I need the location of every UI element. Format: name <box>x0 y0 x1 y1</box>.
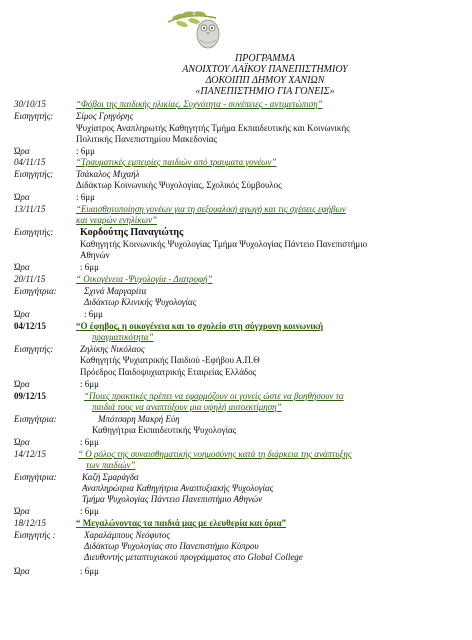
session-7-speaker-label: Εισηγήτρια: <box>14 472 57 482</box>
owl-logo-image <box>160 4 230 50</box>
session-5-date: 04/12/15 <box>14 321 47 331</box>
session-8-time: : 6μμ <box>80 566 99 576</box>
session-6-topic: “Ποιες πρακτικές πρέπει να εφαρμόζουν οι γονείς ώστε να βοηθήσουν τα <box>84 391 344 401</box>
session-3-detail: Αθηνών <box>80 250 110 260</box>
session-2-detail: Διδάκτωρ Κοινωνικής Ψυχολογίας, Σχολικός Σύμβουλος <box>76 180 282 190</box>
session-1-topic: “Φόβοι της παιδικής ηλικίας. Συχνότητα - συνέπειες - αντιμετώπιση” <box>76 99 323 109</box>
session-8-topic: “ Μεγαλώνοντας τα παιδιά μας με ελευθερία και όρια” <box>76 518 286 528</box>
session-7-detail: Τμήμα Ψυχολογίας Πάντειο Πανεπιστήμιο Αθηνών <box>82 494 263 504</box>
session-6-detail: Καθηγήτρια Εκπαιδευτικής Ψυχολογίας <box>92 425 237 435</box>
session-6-date: 09/12/15 <box>14 391 47 401</box>
session-3-time-label: Ώρα <box>14 262 30 272</box>
program-title: ΠΡΟΓΡΑΜΜΑ <box>235 53 295 64</box>
session-8-detail: Διδάκτωρ Ψυχολογίας στο Πανεπιστήμιο Κύπρου <box>84 541 259 551</box>
session-4-time: : 6μμ <box>84 309 103 319</box>
session-1-speaker-label: Εισηγητής: <box>14 111 54 121</box>
session-5-topic: πραγματικότητα” <box>92 332 154 342</box>
session-5-speaker-label: Εισηγητής: <box>14 344 54 354</box>
session-6-topic: παιδιά τους να αναπτύξουν μια υψηλή αυτοεκτίμηση” <box>92 402 282 412</box>
session-7-topic: των παιδιών” <box>86 460 136 470</box>
session-7-time: : 6μμ <box>80 506 99 516</box>
session-3-detail: Καθηγητής Κοινωνικής Ψυχολογίας Τμήμα Ψυχολογίας Πάντειο Πανεπιστήμιο <box>80 239 368 249</box>
session-3-speaker: Κορδούτης Παναγιώτης <box>80 227 184 238</box>
session-3-time: : 6μμ <box>80 262 99 272</box>
session-4-date: 20/11/15 <box>14 274 46 284</box>
session-8-date: 18/12/15 <box>14 518 47 528</box>
program-subtitle-2: ΔΟΚΟΙΠΠ ΔΗΜΟΥ ΧΑΝΙΩΝ <box>205 75 325 86</box>
session-1-time: : 6μμ <box>76 146 95 156</box>
session-7-date: 14/12/15 <box>14 449 47 459</box>
session-6-time-label: Ώρα <box>14 437 30 447</box>
session-7-topic: “ Ο ρόλος της συναισθηματικής νοημοσύνης κατά τη διάρκεια της ανάπτυξης <box>78 449 352 459</box>
session-3-topic: και νεαρών ενηλίκων” <box>76 215 157 225</box>
session-2-topic: “Τραυματικές εμπειρίες παιδιών από τραυματα γονέων” <box>76 157 277 167</box>
session-6-speaker-label: Εισηγήτρια: <box>14 414 57 424</box>
session-1-detail: Πολιτικής Πανεπιστημίου Μακεδονίας <box>76 134 217 144</box>
session-2-speaker-label: Εισηγητής: <box>14 169 54 179</box>
program-subtitle-3: «ΠΑΝΕΠΙΣΤΗΜΙΟ ΓΙΑ ΓΟΝΕΙΣ» <box>195 86 335 97</box>
session-5-topic: “Ο έφηβος, η οικογένεια και το σχολείο στη σύγχρονη κοινωνική <box>76 321 324 331</box>
session-8-detail: Διευθυντής μεταπτυχιακού προγράμματος στο Global College <box>84 552 303 562</box>
session-2-speaker: Τσάκαλος Μιχαήλ <box>76 169 140 179</box>
session-7-time-label: Ώρα <box>14 506 30 516</box>
session-3-date: 13/11/15 <box>14 204 46 214</box>
session-1-speaker: Σίμος Γρηγόρης <box>76 111 134 121</box>
session-5-speaker: Ζηλίκης Νικόλαος <box>80 344 145 354</box>
session-4-topic: “ Οικογένεια -Ψυχολογία - Διατροφή” <box>76 274 213 284</box>
session-5-time: : 6μμ <box>80 379 99 389</box>
session-8-speaker-label: Εισηγητής : <box>14 530 56 540</box>
session-1-time-label: Ώρα <box>14 146 30 156</box>
session-4-detail: Διδάκτωρ Κλινικής Ψυχολογίας <box>84 297 197 307</box>
session-8-time-label: Ώρα <box>14 566 30 576</box>
session-1-detail: Ψυχίατρος Αναπληρωτής Καθηγητής Τμήμα Εκπαιδευτικής και Κοινωνικής <box>76 123 350 133</box>
session-8-speaker: Χαραλάμπους Νεόφυτος <box>84 530 170 540</box>
session-6-time: : 6μμ <box>80 437 99 447</box>
program-subtitle-1: ΑΝΟΙΧΤΟΥ ΛΑΪΚΟΥ ΠΑΝΕΠΙΣΤΗΜΙΟΥ <box>182 64 348 75</box>
session-7-detail: Αναπληρώτρια Καθηγήτρια Αναπτυξιακής Ψυχολογίας <box>82 483 274 493</box>
session-6-speaker: Μπότσαρη Μακρή Εύη <box>98 414 180 424</box>
session-2-time-label: Ώρα <box>14 192 30 202</box>
session-3-speaker-label: Εισηγητής: <box>14 227 54 237</box>
session-4-speaker: Σχινά Μαργαρίτα <box>84 286 147 296</box>
session-5-detail: Πρόεδρος Παιδοψυχιατρικής Εταιρείας Ελλάδος <box>80 367 257 377</box>
session-3-topic: “Ευαισθητοποίηση γονέων για τη σεξουαλική αγωγή και τις σχέσεις εφήβων <box>76 204 346 214</box>
session-4-time-label: Ώρα <box>14 309 30 319</box>
session-7-speaker: Καζή Σμαράγδα <box>82 472 139 482</box>
session-1-date: 30/10/15 <box>14 99 47 109</box>
session-5-detail: Καθηγητής Ψυχιατρικής Παιδιού -Εφήβου Α.Π.Θ <box>80 355 260 365</box>
session-2-date: 04/11/15 <box>14 157 46 167</box>
session-5-time-label: Ώρα <box>14 379 30 389</box>
session-2-time: : 6μμ <box>76 192 95 202</box>
session-4-speaker-label: Εισηγήτρια: <box>14 286 57 296</box>
